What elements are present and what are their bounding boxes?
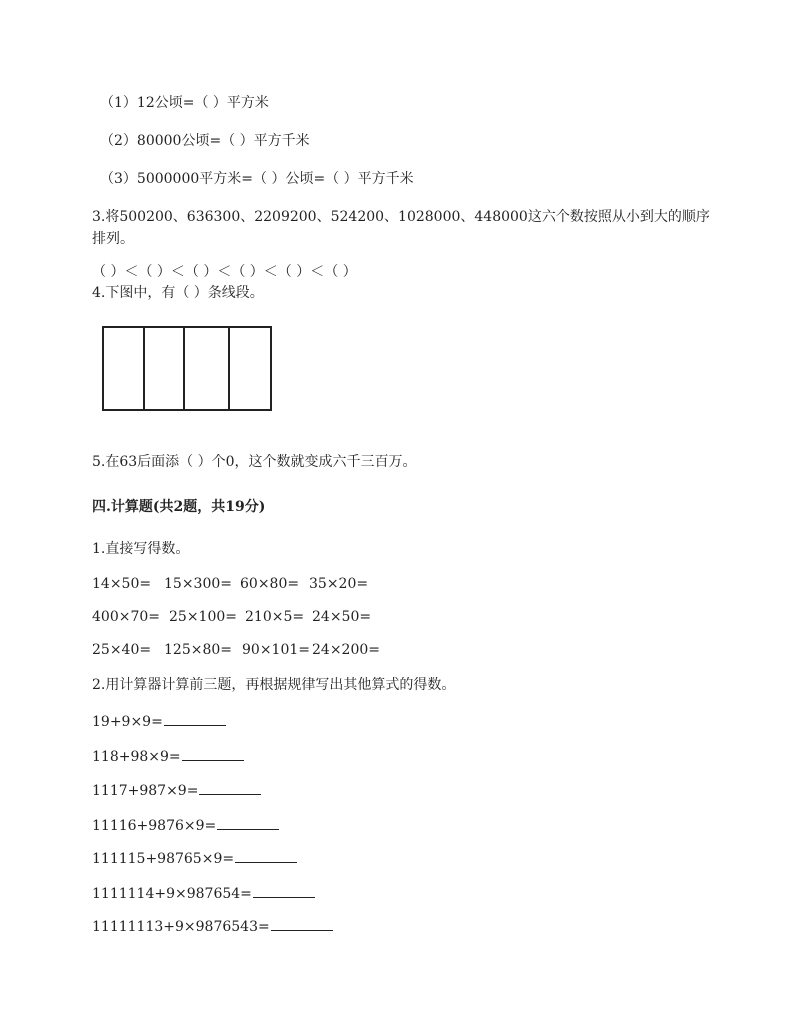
pattern-expression: 11116+9876×9= [92,818,217,834]
pattern-item [92,816,279,835]
conversion-3: （3）5000000平方米=（ ）公顷=（ ）平方千米 [100,171,414,187]
answer-blank[interactable] [199,781,261,795]
pattern-expression: 111115+98765×9= [92,851,235,867]
pattern-item [92,849,297,868]
answer-blank[interactable] [164,712,226,726]
answer-blank[interactable] [235,849,297,863]
calc-q2-title: 2.用计算器计算前三题，再根据规律写出其他算式的得数。 [92,677,456,693]
q5-text: 5.在63后面添（ ）个0，这个数就变成六千三百万。 [92,454,417,470]
answer-blank[interactable] [271,917,333,931]
answer-blank[interactable] [217,816,279,830]
calc-expression: 14×50= [92,576,152,592]
calc-expression: 400×70= [92,609,160,625]
pattern-expression: 19+9×9= [92,714,163,730]
pattern-item [92,917,333,936]
figure-divider-2 [183,328,185,409]
pattern-item [92,747,244,766]
calc-expression: 25×40= [92,642,152,658]
q3-order-blanks: （ ）＜（ ）＜（ ）＜（ ）＜（ ）＜（ ） [92,264,357,280]
pattern-expression: 1117+987×9= [92,783,199,799]
conversion-1: （1）12公顷=（ ）平方米 [100,95,269,111]
q3-text-line1: 3.将500200、636300、2209200、524200、1028000、448000这六个数按照从小到大的顺序 [92,209,710,225]
calc-expression: 24×50= [312,609,372,625]
q4-text: 4.下图中，有（ ）条线段。 [92,285,264,301]
answer-blank[interactable] [253,884,315,898]
calc-expression: 25×100= [169,609,237,625]
calc-expression: 15×300= [164,576,232,592]
pattern-expression: 11111113+9×9876543= [92,919,270,935]
calc-q1-title: 1.直接写得数。 [92,541,190,557]
figure-divider-3 [228,328,230,409]
calc-expression: 60×80= [240,576,300,592]
calc-expression: 90×101= [242,642,310,658]
calc-expression: 210×5= [245,609,305,625]
figure-divider-1 [143,328,145,409]
pattern-expression: 118+98×9= [92,749,181,765]
calc-expression: 125×80= [164,642,232,658]
pattern-expression: 1111114+9×987654= [92,886,252,902]
pattern-item [92,781,261,800]
section-4-title: 四.计算题(共2题，共19分) [92,499,266,515]
pattern-item [92,884,315,903]
conversion-2: （2）80000公顷=（ ）平方千米 [100,133,310,149]
pattern-item [92,712,226,731]
answer-blank[interactable] [182,747,244,761]
line-segment-figure [102,326,272,411]
calc-expression: 35×20= [309,576,369,592]
calc-expression: 24×200= [312,642,380,658]
q3-text-line2: 排列。 [92,231,134,247]
